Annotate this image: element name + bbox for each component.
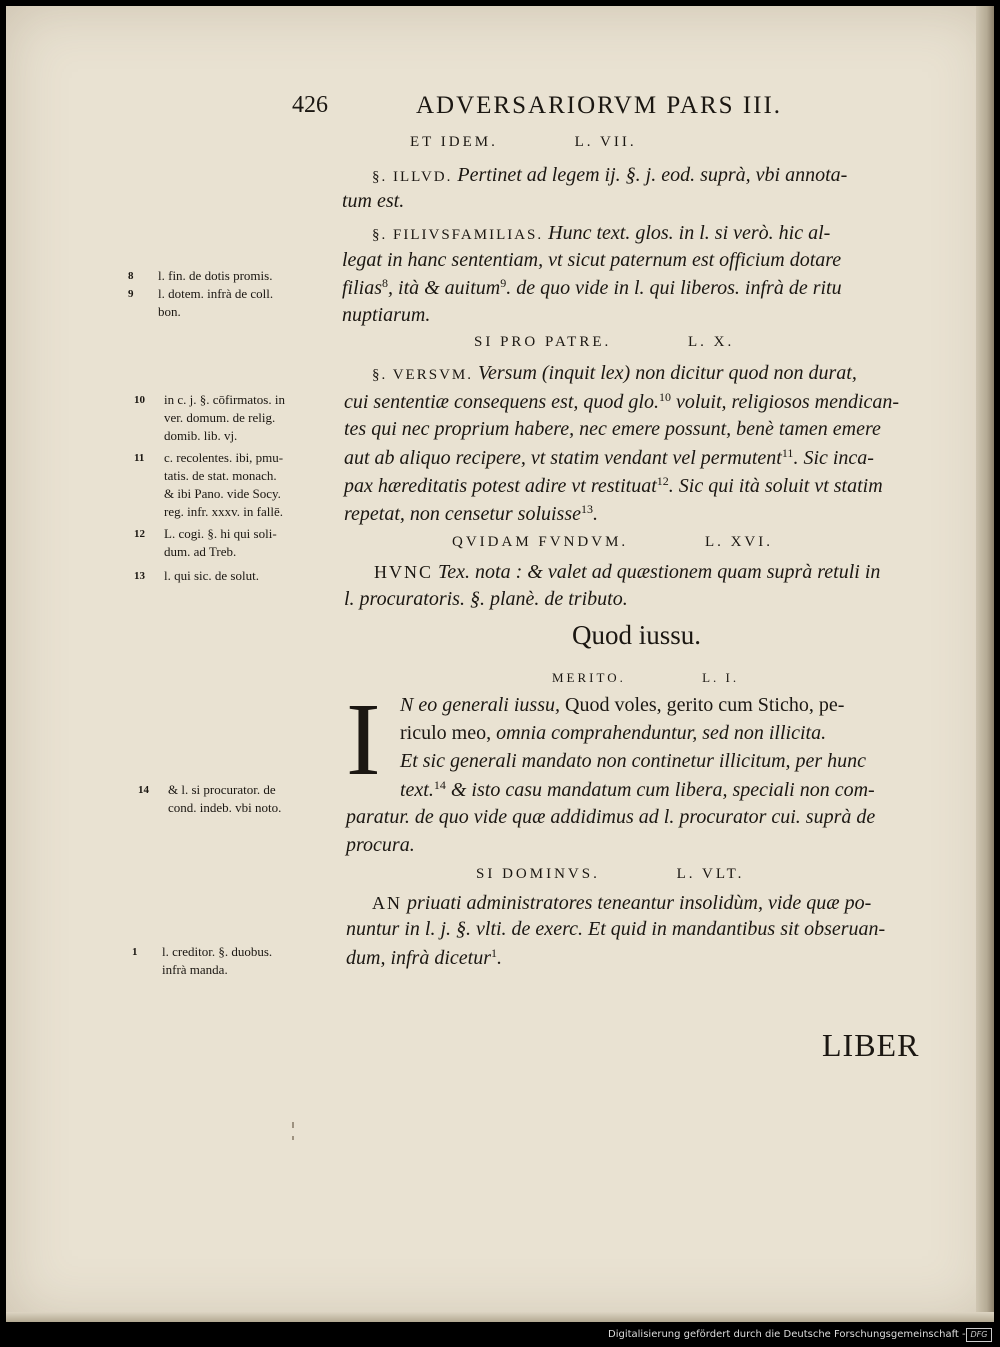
dfg-logo-icon: DFG <box>966 1328 992 1342</box>
section-heading <box>476 866 744 883</box>
note-text: ver. domum. de relig. <box>164 410 276 425</box>
line-text: tes qui nec proprium habere, nec emere possunt, benè tamen emere <box>344 418 881 440</box>
line-text: legat in hanc sententiam, vt sicut paternum est officium dotare <box>342 249 842 271</box>
paragraph-lead: §. VERSVM. <box>372 367 473 383</box>
marginal-note <box>168 800 281 816</box>
ink-speck <box>292 1122 294 1128</box>
text-line <box>346 918 885 941</box>
note-number: 8 <box>128 270 134 282</box>
note-text: in c. j. §. cōfirmatos. in <box>164 392 285 407</box>
section-title: MERITO. <box>552 670 626 685</box>
text-line <box>344 588 628 611</box>
text-line <box>344 502 598 526</box>
section-title: ET IDEM. <box>410 134 498 150</box>
text-line <box>372 222 830 245</box>
note-text: l. qui sic. de solut. <box>164 568 259 583</box>
running-head: ADVERSARIORVM PARS III. <box>416 92 783 119</box>
line-text: . de quo vide in l. qui liberos. infrà de ritu <box>506 277 842 299</box>
section-lex: L. VLT. <box>676 866 745 882</box>
line-text: . Sic qui ità soluit vt statim <box>668 475 883 497</box>
note-marker: 13 <box>581 502 594 516</box>
text-line <box>344 474 883 498</box>
text-line <box>342 190 404 213</box>
text-line <box>344 418 881 441</box>
note-text: cond. indeb. vbi noto. <box>168 800 282 815</box>
marginal-note <box>128 286 274 302</box>
line-text: procura. <box>346 834 415 856</box>
note-text: tatis. de stat. monach. <box>164 468 277 483</box>
line-text: Pertinet ad legem ij. §. j. eod. suprà, vbi annota- <box>452 164 848 186</box>
marginal-note <box>134 568 259 584</box>
catchword: LIBER <box>822 1027 920 1063</box>
page-edge <box>976 6 994 1322</box>
paragraph-lead: §. FILIVSFAMILIAS. <box>372 227 544 243</box>
section-title: QVIDAM FVNDVM. <box>452 534 629 550</box>
ink-speck <box>292 1136 294 1140</box>
note-text: & ibi Pano. vide Socy. <box>164 486 281 501</box>
text-line <box>346 946 502 970</box>
note-number: 13 <box>134 570 145 582</box>
marginal-note <box>132 944 273 960</box>
text-line <box>400 778 875 802</box>
line-text: filias <box>342 277 383 299</box>
note-marker: 8 <box>382 276 389 290</box>
section-heading <box>410 134 637 151</box>
text-line <box>400 694 844 717</box>
line-text: l. procuratoris. §. planè. de tributo. <box>344 588 628 610</box>
digitization-credit: Digitalisierung gefördert durch die Deutsche Forschungsgemeinschaft - <box>608 1329 966 1340</box>
line-text: . <box>593 503 599 525</box>
marginal-note <box>138 782 276 798</box>
line-text: cui sententiæ consequens est, quod glo. <box>344 391 659 413</box>
line-text: priuati administratores teneantur insolidùm, vide quæ po- <box>402 892 872 914</box>
note-marker: 10 <box>658 390 671 404</box>
note-text: infrà manda. <box>162 962 228 977</box>
marginal-note <box>164 544 236 560</box>
section-heading <box>474 334 734 351</box>
note-marker: 9 <box>500 276 507 290</box>
text-line <box>346 834 415 857</box>
text-line <box>372 164 847 187</box>
marginal-note <box>164 410 275 426</box>
line-text: Tex. nota : & valet ad quæstionem quam suprà retuli in <box>433 561 881 583</box>
section-title: SI DOMINVS. <box>476 866 600 882</box>
book-page <box>6 6 994 1322</box>
line-text: omnia comprahenduntur, sed non illicita. <box>491 722 827 744</box>
line-text: . Sic inca- <box>793 447 874 469</box>
line-text: N eo generali iussu, <box>400 694 560 716</box>
line-text: tum est. <box>342 190 405 212</box>
line-text-roman: riculo meo, <box>400 722 492 744</box>
note-marker: 12 <box>656 474 669 488</box>
line-text: Hunc text. glos. in l. si verò. hic al- <box>543 222 831 244</box>
line-text: dum, infrà dicetur <box>346 947 491 969</box>
note-number: 9 <box>128 288 134 300</box>
paragraph-lead: HVNC <box>374 562 434 582</box>
text-line <box>342 304 430 327</box>
section-lex: L. VII. <box>574 134 637 150</box>
note-text: L. cogi. §. hi qui soli- <box>164 526 277 541</box>
line-text-roman: Quod voles, gerito cum Sticho, pe- <box>560 694 845 716</box>
page-number: 426 <box>292 92 328 118</box>
text-line <box>346 806 875 829</box>
note-text: bon. <box>158 304 181 319</box>
note-marker: 11 <box>781 446 794 460</box>
marginal-note <box>134 392 285 408</box>
line-text: Et sic generali mandato non continetur illicitum, per hunc <box>400 750 867 772</box>
note-number: 11 <box>134 452 145 464</box>
note-marker: 1 <box>491 946 497 960</box>
line-text: paratur. de quo vide quæ addidimus ad l. procurator cui. suprà de <box>346 806 876 828</box>
paragraph-lead: §. ILLVD. <box>372 169 453 185</box>
note-number: 14 <box>138 784 149 796</box>
text-line <box>342 276 842 300</box>
note-text: reg. infr. xxxv. in fallē. <box>164 504 284 519</box>
note-text: l. dotem. infrà de coll. <box>158 286 274 301</box>
note-text: l. fin. de dotis promis. <box>158 268 273 283</box>
marginal-note <box>134 450 284 466</box>
note-number: 1 <box>132 946 138 958</box>
drop-capital: I <box>346 682 381 797</box>
text-line <box>400 750 866 773</box>
line-text: aut ab aliquo recipere, vt statim vendant vel permutent <box>344 447 782 469</box>
paragraph-lead: AN <box>372 893 402 913</box>
marginal-note <box>164 486 281 502</box>
marginal-note <box>164 504 283 520</box>
line-text: & isto casu mandatum cum libera, speciali non com- <box>445 779 875 801</box>
note-text: & l. si procurator. de <box>168 782 276 797</box>
note-number: 12 <box>134 528 145 540</box>
line-text: voluit, religiosos mendican- <box>670 391 900 413</box>
note-marker: 14 <box>433 778 446 792</box>
note-text: c. recolentes. ibi, pmu- <box>164 450 284 465</box>
text-line <box>374 561 880 584</box>
note-text: dum. ad Treb. <box>164 544 237 559</box>
section-title: SI PRO PATRE. <box>474 334 612 350</box>
marginal-note <box>134 526 277 542</box>
line-text: Versum (inquit lex) non dicitur quod non durat, <box>473 362 857 384</box>
line-text: pax hæreditatis potest adire vt restituat <box>344 475 657 497</box>
section-lex: L. XVI. <box>704 534 774 550</box>
note-text: l. creditor. §. duobus. <box>162 944 273 959</box>
line-text: , ità & auitum <box>388 277 501 299</box>
line-text: text. <box>400 779 434 801</box>
text-line <box>372 892 871 915</box>
chapter-title: Quod iussu. <box>572 620 702 650</box>
section-heading <box>452 534 773 551</box>
section-lex: L. I. <box>702 670 740 685</box>
text-line <box>400 722 826 745</box>
marginal-note <box>164 428 237 444</box>
section-heading <box>552 670 739 686</box>
text-line <box>372 362 857 385</box>
note-number: 10 <box>134 394 145 406</box>
text-line <box>344 446 874 470</box>
marginal-note <box>162 962 228 978</box>
line-text: . <box>497 947 502 969</box>
line-text: repetat, non censetur soluisse <box>344 503 582 525</box>
text-line <box>344 390 899 414</box>
page-bottom-edge <box>6 1312 994 1322</box>
section-lex: L. X. <box>687 334 735 350</box>
marginal-note <box>164 468 277 484</box>
marginal-note <box>128 268 273 284</box>
note-text: domib. lib. vj. <box>164 428 238 443</box>
marginal-note <box>158 304 181 320</box>
text-line <box>342 249 841 272</box>
line-text: nuntur in l. j. §. vlti. de exerc. Et quid in mandantibus sit obseruan- <box>346 918 886 940</box>
line-text: nuptiarum. <box>342 304 431 326</box>
